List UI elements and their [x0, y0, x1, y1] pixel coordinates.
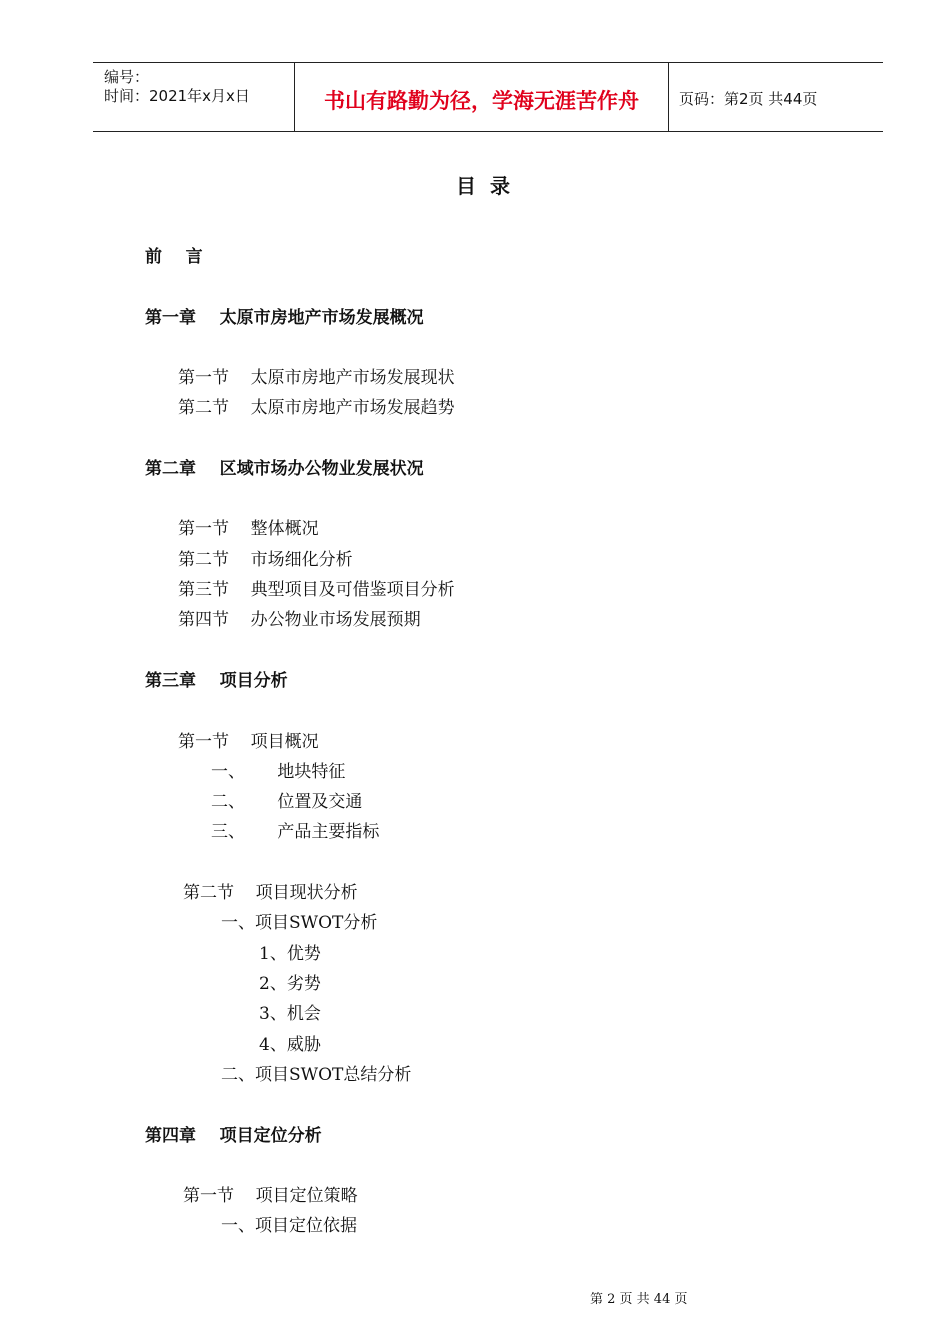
motto: 书山有路勤为径，学海无涯苦作舟	[324, 89, 639, 113]
header-page-cell	[669, 63, 883, 131]
toc-section[interactable]: 第四节 办公物业市场发展预期	[178, 610, 421, 630]
header-info-cell	[93, 63, 295, 131]
toc-subsub[interactable]: 4、威胁	[259, 1035, 321, 1055]
toc-subsub[interactable]: 2、劣势	[259, 974, 321, 994]
toc-item[interactable]: 三、 产品主要指标	[211, 822, 380, 842]
toc-chapter-1[interactable]: 第一章 太原市房地产市场发展概况	[145, 308, 424, 328]
toc-section[interactable]: 第一节 整体概况	[178, 519, 319, 539]
toc-section[interactable]: 第二节 项目现状分析	[183, 883, 358, 903]
toc-section[interactable]: 第三节 典型项目及可借鉴项目分析	[178, 580, 455, 600]
page-footer: 第 2 页 共 44 页	[590, 1292, 688, 1307]
header-motto-cell	[295, 63, 669, 131]
toc-sub[interactable]: 一、项目SWOT分析	[221, 913, 378, 933]
toc-section[interactable]: 第一节 项目概况	[178, 732, 319, 752]
toc-preface[interactable]: 前 言	[145, 247, 203, 267]
toc-sub[interactable]: 二、项目SWOT总结分析	[221, 1065, 412, 1085]
toc-section[interactable]: 第二节 太原市房地产市场发展趋势	[178, 398, 455, 418]
toc-chapter-2[interactable]: 第二章 区域市场办公物业发展状况	[145, 459, 424, 479]
toc-sub[interactable]: 一、项目定位依据	[221, 1216, 357, 1236]
toc-item[interactable]: 二、 位置及交通	[211, 792, 363, 812]
toc-section[interactable]: 第二节 市场细化分析	[178, 550, 353, 570]
toc-subsub[interactable]: 1、优势	[259, 944, 321, 964]
page-number: 页码：第2页 共44页	[679, 90, 818, 108]
toc-section[interactable]: 第一节 项目定位策略	[183, 1186, 358, 1206]
toc-subsub[interactable]: 3、机会	[259, 1004, 321, 1024]
toc-chapter-3[interactable]: 第三章 项目分析	[145, 671, 288, 691]
toc-chapter-4[interactable]: 第四章 项目定位分析	[145, 1126, 322, 1146]
header-table	[93, 62, 883, 132]
page-title: 目录	[456, 174, 524, 198]
toc-section[interactable]: 第一节 太原市房地产市场发展现状	[178, 368, 455, 388]
document-time: 时间：2021年x月x日	[104, 87, 250, 105]
toc-item[interactable]: 一、 地块特征	[211, 762, 346, 782]
document-code: 编号：	[104, 68, 150, 86]
